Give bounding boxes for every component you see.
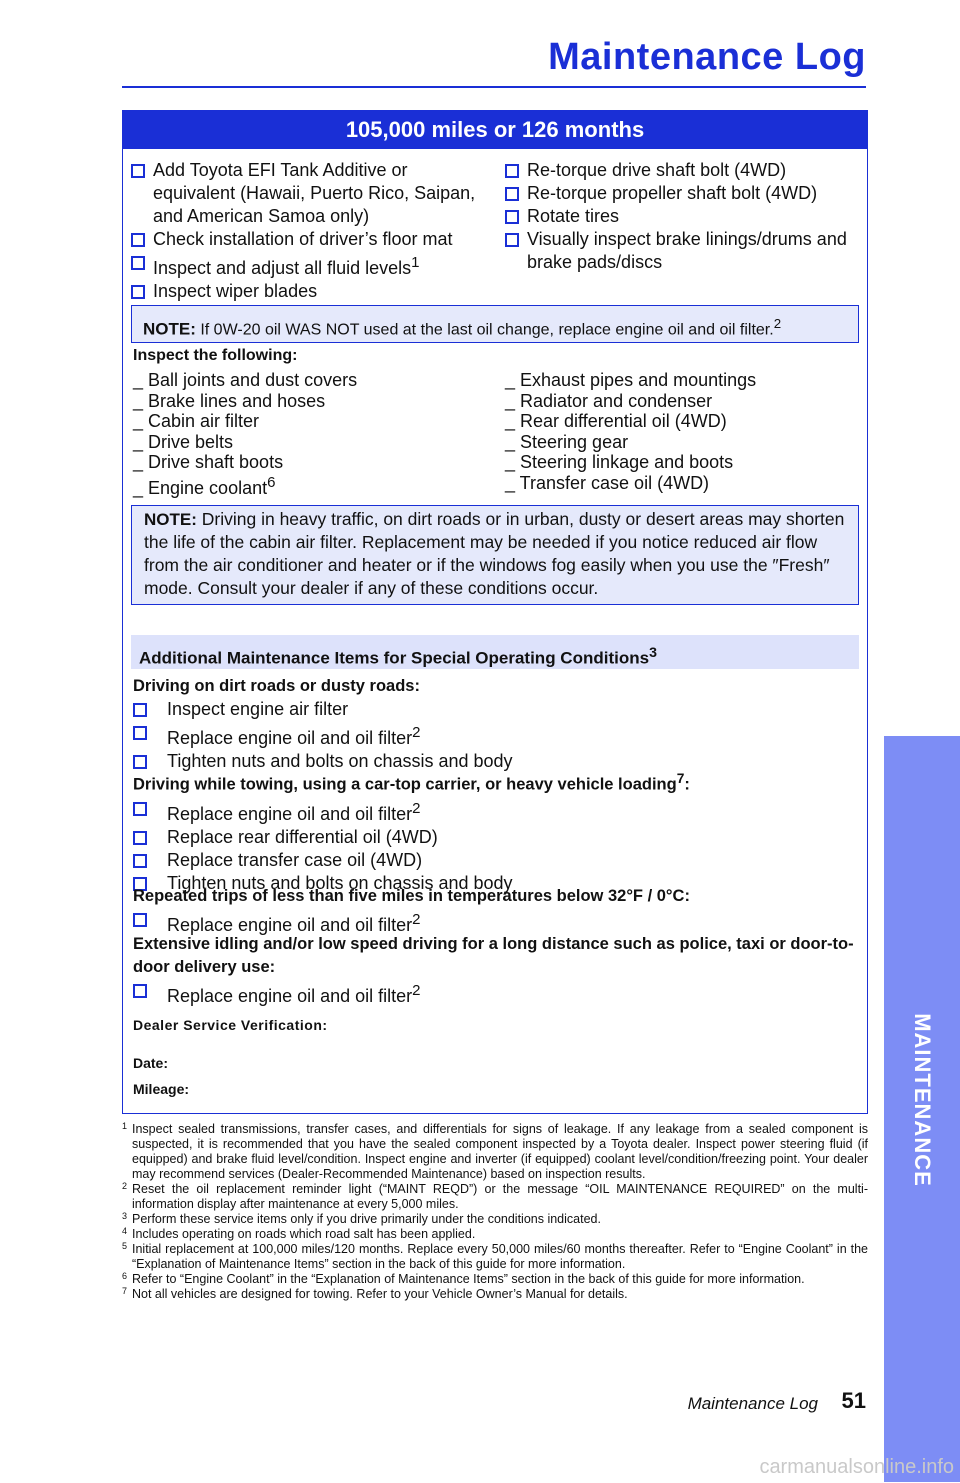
checklist-item: Rotate tires [497,205,862,228]
checkbox[interactable] [505,164,519,178]
dirt-roads-block [133,675,859,773]
idling-block [133,933,859,1008]
checklist-item: Tighten nuts and bolts on chassis and body [133,750,859,773]
checkbox[interactable] [133,831,147,845]
page-number: 51 [841,1388,866,1413]
inspect-item: _ Steering linkage and boots [505,452,734,472]
note-text: Driving in heavy traffic, on dirt roads or in urban, dusty or desert areas may shorten the life of the cabin air filter. Replacement may be needed if you notice reduced air flow from the air conditioner and heater or if the windows fog easily when you use the ″Fresh″ mode. Consult your dealer if any of these conditions occur. [144,509,845,598]
checkbox[interactable] [133,802,147,816]
maintenance-interval-box [122,110,868,1114]
inspect-item: _ Ball joints and dust covers [133,370,358,390]
oil-note: NOTE: If 0W-20 oil WAS NOT used at the last oil change, replace engine oil and oil filter.$^2$ [131,305,859,343]
checklist-item: Inspect and adjust all fluid levels$^1$ [123,251,493,280]
checkbox[interactable] [133,854,147,868]
checkbox[interactable] [133,913,147,927]
towing-block [133,767,859,895]
section-tab-label: MAINTENANCE [910,1013,935,1187]
note-text: If 0W-20 oil WAS NOT used at the last oil change, replace engine oil and oil filter. [200,321,774,339]
checklist-item: Re-torque drive shaft bolt (4WD) [497,159,862,182]
footnote: 7 Not all vehicles are designed for towing. Refer to your Vehicle Owner’s Manual for details. [122,1286,628,1301]
checklist-item: Tighten nuts and bolts on chassis and body [133,872,859,895]
checklist-item: Add Toyota EFI Tank Additive or equivalent (Hawaii, Puerto Rico, Saipan, and American Samoa only) [123,159,493,228]
checklist-item: Replace engine oil and oil filter$^2$ [133,979,859,1008]
inspect-heading: Inspect the following: [133,347,298,364]
checklist-item: Re-torque propeller shaft bolt (4WD) [497,182,862,205]
inspect-item: _ Cabin air filter [133,411,260,431]
condition-heading: Extensive idling and/or low speed driving for a long distance such as police, taxi or door-to-door delivery use: [133,935,854,976]
special-conditions-heading: Additional Maintenance Items for Special Operating Conditions$^3$ [131,635,859,669]
inspect-item: _ Drive shaft boots [133,452,284,472]
checklist-item: Inspect wiper blades [123,280,493,303]
inspect-item: _ Brake lines and hoses [133,390,326,411]
note-label: NOTE: [144,510,197,529]
footnote: 4 Includes operating on roads which road salt has been applied. [122,1226,476,1241]
inspect-item: _ Drive belts [133,431,234,452]
inspect-item: _ Rear differential oil (4WD) [505,411,727,431]
footnotes [122,1122,868,1302]
checklist-item: Visually inspect brake linings/drums and brake pads/discs [497,228,862,274]
footnote: 6 Refer to “Engine Coolant” in the “Explanation of Maintenance Items” section in the back of this guide for more information. [122,1271,805,1286]
dealer-verification-label: Dealer Service Verification: [133,1017,328,1033]
checklist-item: Inspect engine air filter [133,698,859,721]
inspect-list-left [133,370,493,498]
checklist-item: Replace rear differential oil (4WD) [133,826,859,849]
checkbox[interactable] [131,256,145,270]
inspect-item: _ Radiator and condenser [505,390,713,411]
footnote: 2 Reset the oil replacement reminder light (“MAINT REQD”) or the message “OIL MAINTENANCE REQUIRED” on the multi-information display after maintenance at every 5,000 miles. [122,1181,868,1211]
checkbox[interactable] [505,210,519,224]
date-label: Date: [133,1055,169,1071]
footnote: 1 Inspect sealed transmissions, transfer cases, and differentials for signs of leakage. If any leakage from a sealed component is suspected, it is recommended that you have the sealed component inspected by a Toyota dealer. Inspect power steering fluid (if equipped) and brake fluid level/condition. Inspect engine and inverter (if equipped) coolant level/condition/freezing point. Your dealer may recommend services (Dealer-Recommended Maintenance) based on inspection results. [122,1121,868,1181]
checkbox[interactable] [133,984,147,998]
condition-heading: Driving while towing, using a car-top carrier, or heavy vehicle loading$^7$: [133,771,690,794]
interval-title: 105,000 miles or 126 months [123,111,867,149]
inspect-item: _ Transfer case oil (4WD) [505,472,710,493]
checklist-item: Replace engine oil and oil filter$^2$ [133,721,859,750]
checklist-right [497,159,862,274]
checkbox[interactable] [505,233,519,247]
cabin-filter-note [131,505,859,605]
checklist-item: Check installation of driver’s floor mat [123,228,493,251]
checkbox[interactable] [131,285,145,299]
inspect-item: _ Engine coolant$^6$ [133,473,276,498]
footnote: 5 Initial replacement at 100,000 miles/120 months. Replace every 50,000 miles/60 months thereafter. Refer to “Engine Coolant” in the “Explanation of Maintenance Items” section in the back of this guide for more information. [122,1241,868,1271]
inspect-list-right [505,370,860,493]
note-label: NOTE: [143,319,196,339]
checklist-item: Replace engine oil and oil filter$^2$ [133,908,859,937]
condition-heading: Driving on dirt roads or dusty roads: [133,677,420,695]
condition-heading: Repeated trips of less than five miles in temperatures below 32°F / 0°C: [133,887,690,905]
short-trips-block [133,885,859,937]
checkbox[interactable] [131,233,145,247]
checkbox[interactable] [133,703,147,717]
title-rule [122,86,866,88]
footer-section-label: Maintenance Log [687,1394,818,1413]
mileage-label: Mileage: [133,1081,190,1097]
footnote: 3 Perform these service items only if you drive primarily under the conditions indicated. [122,1211,601,1226]
inspect-item: _ Exhaust pipes and mountings [505,370,757,390]
checklist-left [123,159,493,303]
watermark: carmanualsonline.info [759,1456,954,1478]
checkbox[interactable] [133,726,147,740]
checklist-item: Replace engine oil and oil filter$^2$ [133,797,859,826]
checkbox[interactable] [505,187,519,201]
inspect-item: _ Steering gear [505,431,629,452]
checkbox[interactable] [131,164,145,178]
page-title: Maintenance Log [548,36,866,78]
checklist-item: Replace transfer case oil (4WD) [133,849,859,872]
